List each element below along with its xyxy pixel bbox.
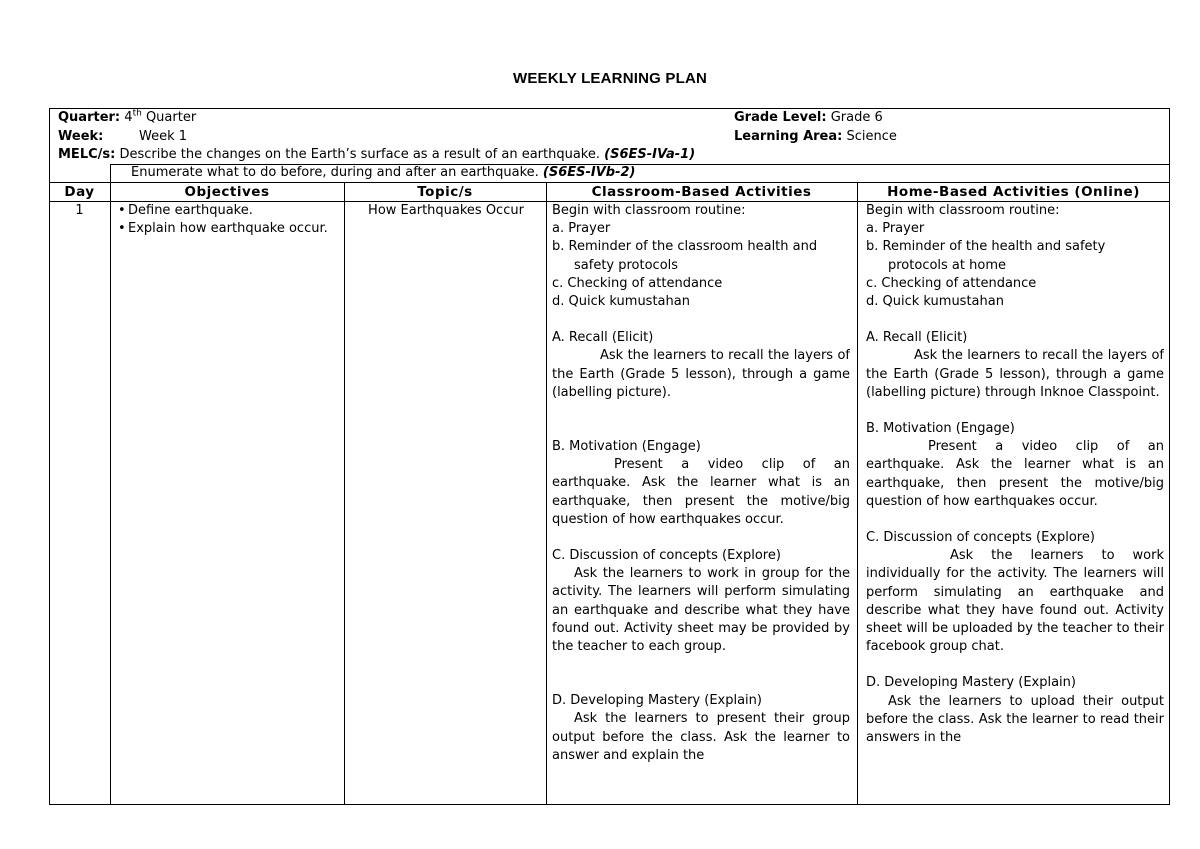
section-body: Ask the learners to recall the layers of the Earth (Grade 5 lesson), through a game (labelling picture). (552, 348, 850, 400)
routine-item: d. Quick kumustahan (552, 294, 690, 310)
routine-item: b. Reminder of the classroom health and safety protocols (552, 239, 818, 273)
objective-item: • Explain how earthquake occur. (118, 220, 336, 238)
day-cell: 1 (75, 203, 84, 218)
melc-label: MELC/s: (58, 147, 116, 162)
column-divider-topic (546, 182, 547, 805)
melc-1: Describe the changes on the Earth’s surface as a result of an earthquake. (119, 147, 600, 162)
melc-2: Enumerate what to do before, during and after an earthquake. (131, 165, 539, 180)
col-header-objectives: Objectives (184, 184, 270, 200)
col-header-topic: Topic/s (417, 184, 473, 200)
quarter-value: Quarter (145, 110, 197, 125)
quarter-number: 4 (124, 110, 133, 125)
section-heading: A. Recall (Elicit) (552, 330, 654, 346)
topic-cell: How Earthquakes Occur (368, 203, 524, 218)
melc-field (58, 146, 695, 164)
section-heading: D. Developing Mastery (Explain) (866, 675, 1076, 691)
section-body: Present a video clip of an earthquake. Ask the learner what is an earthquake, then present the motive/big question of how earthquakes occur. (866, 439, 1164, 509)
objective-item: • Define earthquake. (118, 202, 336, 220)
section-body: Ask the learners to work individually for the activity. The learners will perform simulating an earthquake and describe what they have found out. Activity sheet will be uploaded by the teacher to their facebook group chat. (866, 548, 1164, 655)
quarter-suffix: th (132, 108, 142, 119)
routine-item: a. Prayer (552, 221, 611, 237)
section-heading: B. Motivation (Engage) (552, 439, 701, 455)
melc-2-code: (S6ES-IVb-2) (542, 165, 636, 180)
area-value: Science (846, 129, 897, 144)
week-value: Week 1 (139, 129, 188, 144)
routine-intro: Begin with classroom routine: (552, 203, 746, 218)
column-divider-day (110, 164, 111, 805)
section-body: Ask the learners to present their group output before the class. Ask the learner to answer and explain the (552, 711, 850, 763)
col-header-classroom: Classroom-Based Activities (591, 184, 812, 200)
col-header-home: Home-Based Activities (Online) (887, 184, 1140, 200)
section-heading: B. Motivation (Engage) (866, 421, 1015, 437)
section-body: Present a video clip of an earthquake. Ask the learner what is an earthquake, then present the motive/big question of how earthquakes occur. (552, 457, 850, 527)
quarter-field (58, 109, 196, 127)
routine-item: c. Checking of attendance (552, 275, 723, 291)
objectives-cell (118, 202, 336, 238)
week-field (58, 128, 103, 146)
routine-item: d. Quick kumustahan (866, 294, 1004, 310)
quarter-label: Quarter: (58, 110, 121, 125)
routine-item: c. Checking of attendance (866, 275, 1037, 291)
routine-item: b. Reminder of the health and safety protocols at home (866, 239, 1106, 273)
grade-field (734, 109, 883, 127)
routine-intro: Begin with classroom routine: (866, 203, 1060, 218)
routine-item: a. Prayer (866, 221, 925, 237)
section-body: Ask the learners to work in group for the activity. The learners will perform simulating an earthquake and describe what they have found out. Activity sheet may be provided by the teacher to each group. (552, 566, 850, 655)
classroom-activities-cell (552, 202, 850, 804)
column-divider-classroom (857, 182, 858, 805)
col-header-day: Day (64, 184, 95, 200)
section-heading: D. Developing Mastery (Explain) (552, 693, 762, 709)
grade-label: Grade Level: (734, 110, 827, 125)
week-label: Week: (58, 129, 104, 144)
column-divider-objectives (344, 182, 345, 805)
section-heading: C. Discussion of concepts (Explore) (552, 548, 781, 564)
melc-1-code: (S6ES-IVa-1) (604, 147, 696, 162)
area-field (734, 128, 897, 146)
section-heading: C. Discussion of concepts (Explore) (866, 530, 1095, 546)
grade-value: Grade 6 (830, 110, 883, 125)
section-body: Ask the learners to upload their output before the class. Ask the learner to read their answers in the (866, 693, 1164, 746)
section-heading: A. Recall (Elicit) (866, 330, 968, 346)
melc-2-field (131, 164, 636, 182)
home-activities-cell (866, 202, 1164, 804)
section-body: Ask the learners to recall the layers of the Earth (Grade 5 lesson), through a game (labelling picture) through Inknoe Classpoint. (866, 348, 1164, 400)
area-label: Learning Area: (734, 129, 843, 144)
page-title: WEEKLY LEARNING PLAN (512, 70, 708, 87)
